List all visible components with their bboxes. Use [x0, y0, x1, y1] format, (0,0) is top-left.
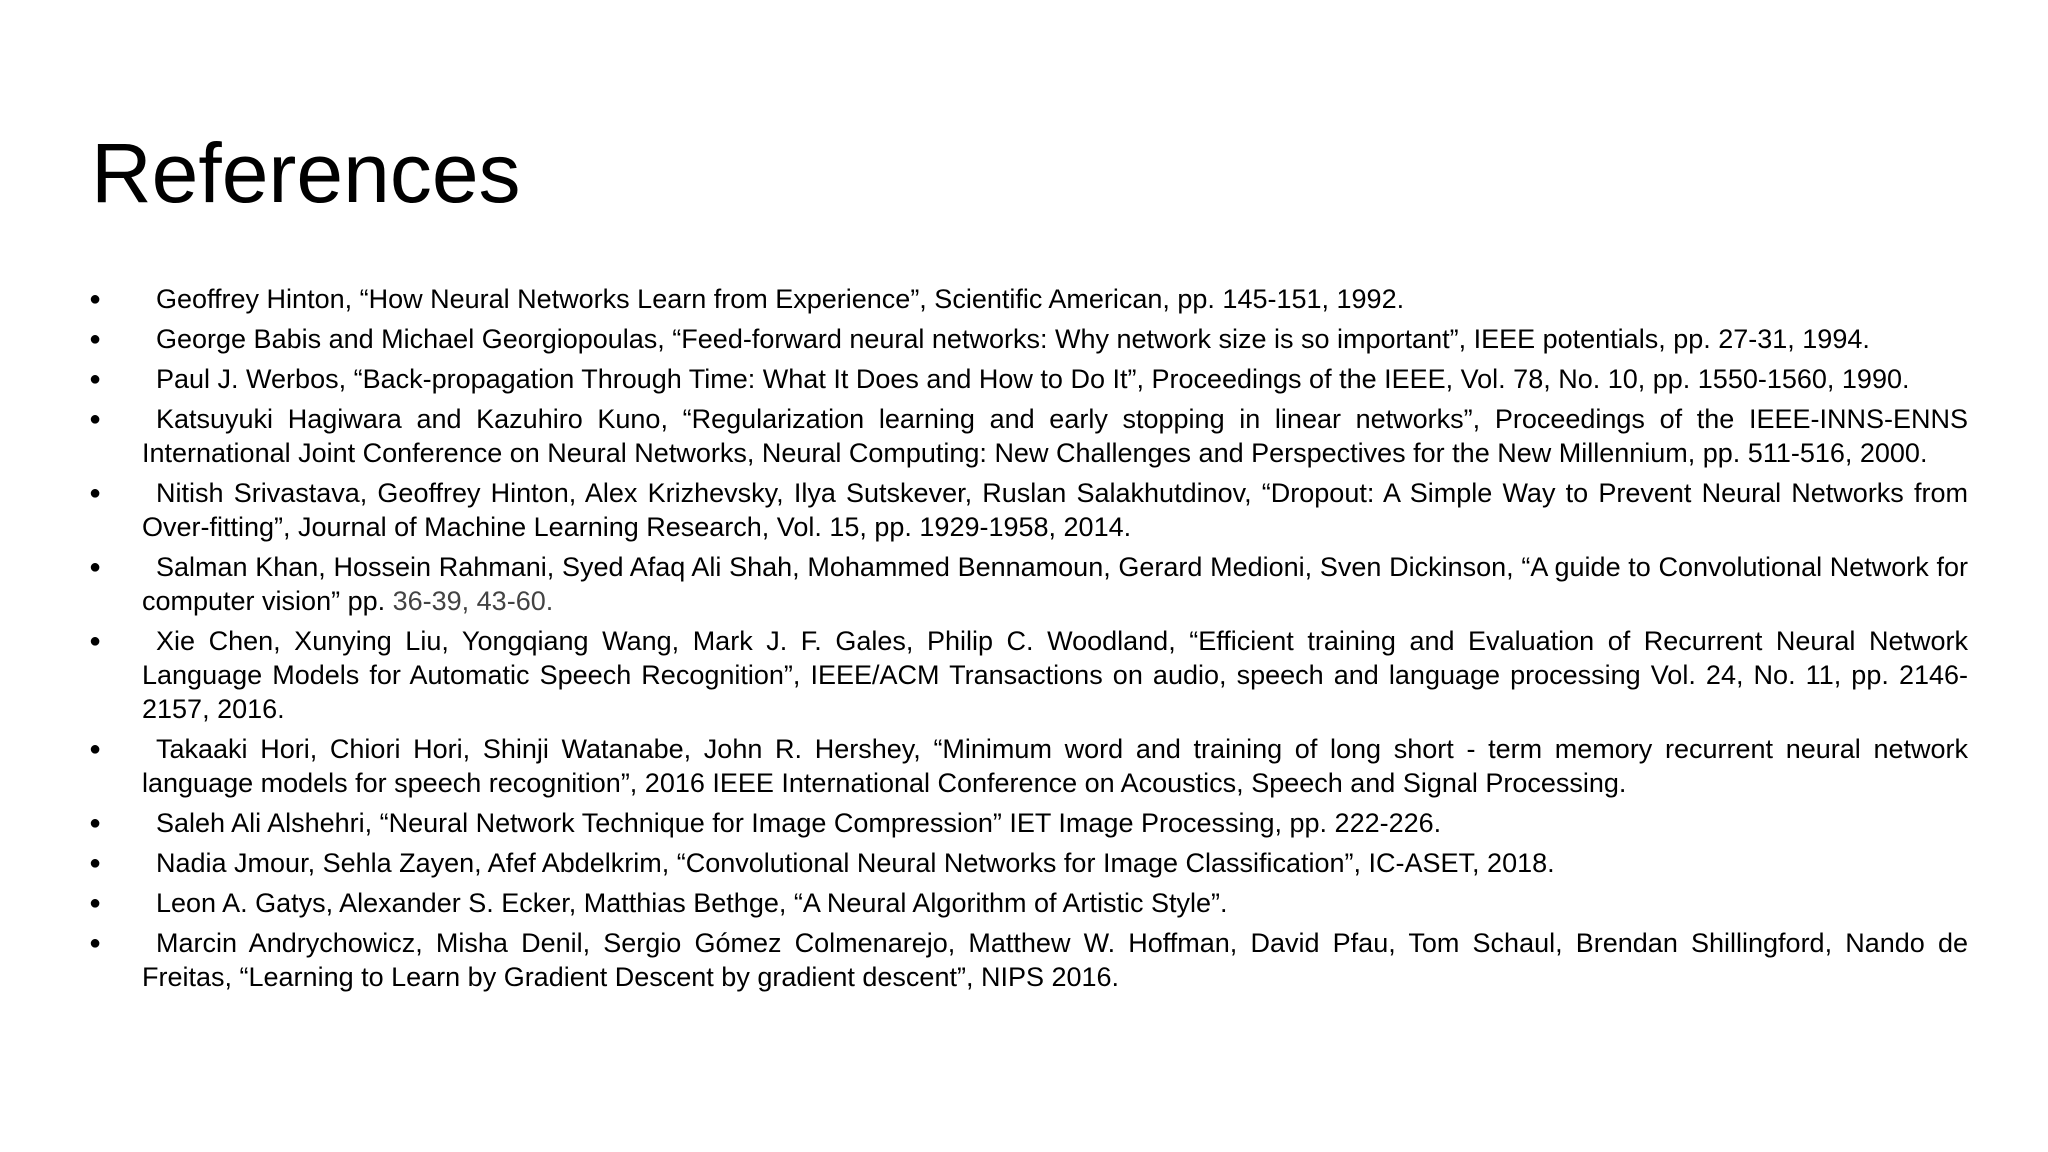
reference-text: Leon A. Gatys, Alexander S. Ecker, Matthias Bethge, “A Neural Algorithm of Artistic Style”. [156, 888, 1228, 918]
reference-item [0, 926, 2048, 994]
bullet-icon: ● [89, 482, 102, 504]
reference-text: Geoffrey Hinton, “How Neural Networks Learn from Experience”, Scientific American, pp. 145-151, 1992. [156, 284, 1405, 314]
reference-text: Katsuyuki Hagiwara and Kazuhiro Kuno, “Regularization learning and early stopping in linear networks”, Proceedings of the IEEE-INNS-ENNS International Joint Conference on Neural Networks, Neural Computing: New Challenges and Perspectives for the New Millennium, pp. 511-516, 2000. [142, 404, 1968, 468]
reference-item [0, 886, 2048, 920]
bullet-icon: ● [89, 932, 102, 954]
page-title: References [91, 126, 521, 220]
bullet-icon: ● [89, 738, 102, 760]
reference-item [0, 476, 2048, 544]
reference-text: Nitish Srivastava, Geoffrey Hinton, Alex Krizhevsky, Ilya Sutskever, Ruslan Salakhutdinov, “Dropout: A Simple Way to Prevent Neural Networks from Over-fitting”, Journal of Machine Learning Research, Vol. 15, pp. 1929-1958, 2014. [142, 478, 1968, 542]
reference-item [0, 624, 2048, 726]
bullet-icon: ● [89, 812, 102, 834]
bullet-icon: ● [89, 630, 102, 652]
reference-text: Marcin Andrychowicz, Misha Denil, Sergio Gómez Colmenarejo, Matthew W. Hoffman, David Pfau, Tom Schaul, Brendan Shillingford, Nando de Freitas, “Learning to Learn by Gradient Descent by gradient descent”, NIPS 2016. [142, 928, 1968, 992]
reference-item [0, 550, 2048, 618]
reference-item [0, 732, 2048, 800]
bullet-icon: ● [89, 892, 102, 914]
reference-list [0, 282, 2048, 1000]
bullet-icon: ● [89, 408, 102, 430]
reference-text: Xie Chen, Xunying Liu, Yongqiang Wang, Mark J. F. Gales, Philip C. Woodland, “Efficient training and Evaluation of Recurrent Neural Network Language Models for Automatic Speech Recognition”, IEEE/ACM Transactions on audio, speech and language processing Vol. 24, No. 11, pp. 2146-2157, 2016. [142, 626, 1968, 724]
reference-text: Takaaki Hori, Chiori Hori, Shinji Watanabe, John R. Hershey, “Minimum word and training of long short - term memory recurrent neural network language models for speech recognition”, 2016 IEEE International Conference on Acoustics, Speech and Signal Processing. [142, 734, 1968, 798]
reference-page-range: 36-39, 43-60. [392, 586, 554, 616]
reference-item [0, 402, 2048, 470]
reference-item [0, 322, 2048, 356]
reference-text: Paul J. Werbos, “Back-propagation Through Time: What It Does and How to Do It”, Proceedings of the IEEE, Vol. 78, No. 10, pp. 1550-1560, 1990. [156, 364, 1910, 394]
bullet-icon: ● [89, 328, 102, 350]
bullet-icon: ● [89, 852, 102, 874]
bullet-icon: ● [89, 556, 102, 578]
reference-item [0, 362, 2048, 396]
bullet-icon: ● [89, 368, 102, 390]
reference-item [0, 846, 2048, 880]
reference-item [0, 282, 2048, 316]
bullet-icon: ● [89, 288, 102, 310]
reference-text: Salman Khan, Hossein Rahmani, Syed Afaq Ali Shah, Mohammed Bennamoun, Gerard Medioni, Sven Dickinson, “A guide to Convolutional Network for computer vision” pp. [142, 552, 1968, 616]
reference-item [0, 806, 2048, 840]
reference-text: George Babis and Michael Georgiopoulas, “Feed-forward neural networks: Why network size is so important”, IEEE potentials, pp. 27-31, 1994. [156, 324, 1870, 354]
reference-text: Saleh Ali Alshehri, “Neural Network Technique for Image Compression” IET Image Processing, pp. 222-226. [156, 808, 1442, 838]
reference-text: Nadia Jmour, Sehla Zayen, Afef Abdelkrim, “Convolutional Neural Networks for Image Classification”, IC-ASET, 2018. [156, 848, 1555, 878]
